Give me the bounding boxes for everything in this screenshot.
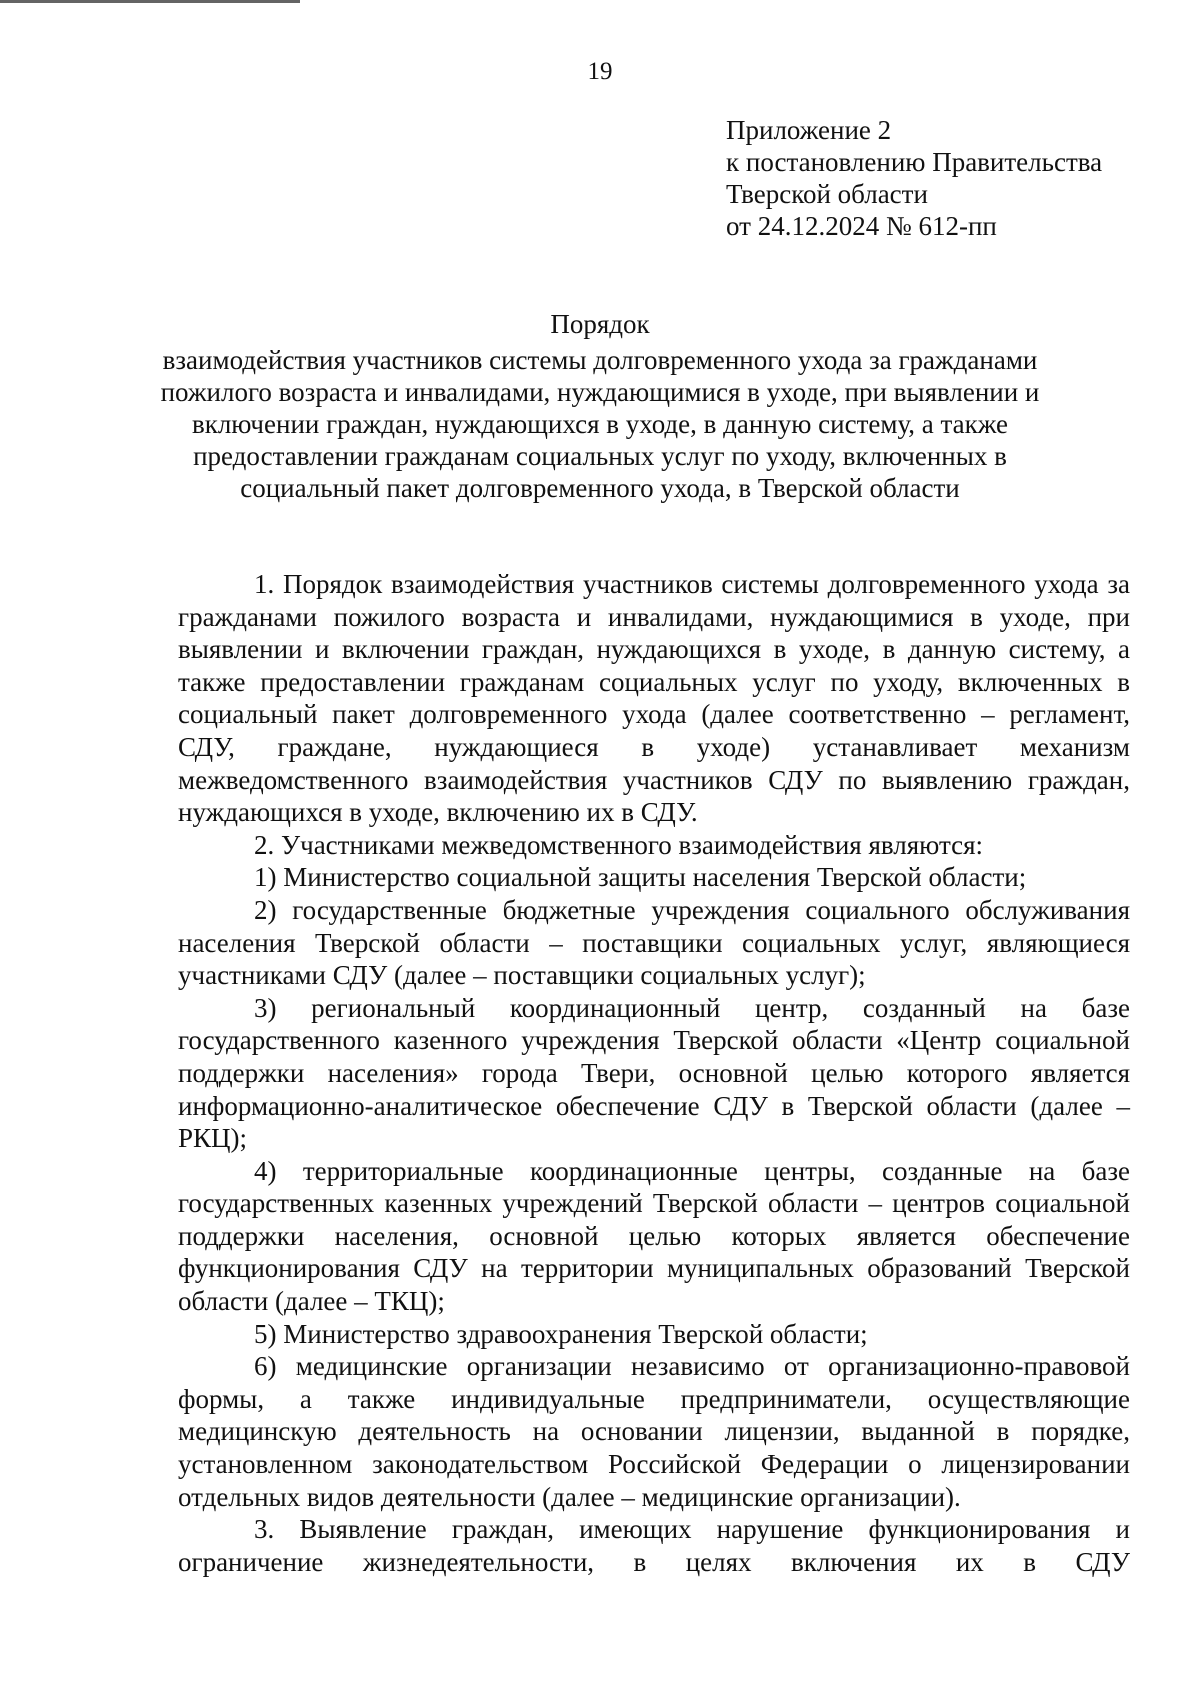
list-item-3: 3) региональный координационный центр, созданный на базе государственного казенного учреждения Тверской области «Центр социальной поддержки населения» города Твери, основной целью которого является информационно-аналитическое обеспечение СДУ в Тверской области (далее – РКЦ); xyxy=(178,992,1130,1154)
document-body xyxy=(178,568,1130,1578)
document-subtitle xyxy=(150,344,1050,504)
appendix-line: от 24.12.2024 № 612-пп xyxy=(726,211,997,241)
list-item-4: 4) территориальные координационные центры, созданные на базе государственных казенных учреждений Тверской области – центров социальной поддержки населения, основной целью которых является обеспечение функционирования СДУ на территории муниципальных образований Тверской области (далее – ТКЦ); xyxy=(178,1155,1130,1317)
subtitle-line: пожилого возраста и инвалидами, нуждающимися в уходе, при выявлении и xyxy=(160,377,1040,407)
list-item-6: 6) медицинские организации независимо от организационно-правовой формы, а также индивидуальные предприниматели, осуществляющие медицинскую деятельность на основании лицензии, выданной в порядке, установленном законодательством Российской Федерации о лицензировании отдельных видов деятельности (далее – медицинские организации). xyxy=(178,1351,1130,1512)
subtitle-line: взаимодействия участников системы долговременного ухода за гражданами xyxy=(162,345,1038,375)
subtitle-line: предоставлении гражданам социальных услуг по уходу, включенных в xyxy=(193,441,1007,471)
paragraph-1: 1. Порядок взаимодействия участников системы долговременного ухода за гражданами пожилого возраста и инвалидами, нуждающимися в уходе, при выявлении и включении граждан, нуждающихся в уходе, в данную систему, а также предоставлении гражданам социальных услуг по уходу, включенных в социальный пакет долговременного ухода (далее соответственно – регламент, СДУ, граждане, нуждающиеся в уходе) устанавливает механизм межведомственного взаимодействия участников СДУ по выявлению граждан, нуждающихся в уходе, включению их в СДУ. xyxy=(178,569,1130,828)
paragraph-2: 2. Участниками межведомственного взаимодействия являются: xyxy=(254,829,984,860)
list-item-5: 5) Министерство здравоохранения Тверской области; xyxy=(254,1318,868,1349)
subtitle-line: включении граждан, нуждающихся в уходе, в данную систему, а также xyxy=(191,409,1009,439)
appendix-line: к постановлению Правительства xyxy=(726,147,1103,177)
list-item-1: 1) Министерство социальной защиты населения Тверской области; xyxy=(254,862,1027,893)
appendix-line: Тверской области xyxy=(726,179,928,209)
appendix-line: Приложение 2 xyxy=(726,115,892,145)
scan-edge-line xyxy=(0,0,1200,3)
subtitle-line: социальный пакет долговременного ухода, в Тверской области xyxy=(240,473,960,503)
paragraph-3: 3. Выявление граждан, имеющих нарушение функционирования и ограничение жизнедеятельности, в целях включения их в СДУ xyxy=(178,1514,1130,1577)
page-number: 19 xyxy=(587,58,613,85)
list-item-2: 2) государственные бюджетные учреждения социального обслуживания населения Тверской области – поставщики социальных услуг, являющиеся участниками СДУ (далее – поставщики социальных услуг); xyxy=(178,894,1130,991)
appendix-block xyxy=(726,114,1102,242)
document-title: Порядок xyxy=(550,309,650,339)
